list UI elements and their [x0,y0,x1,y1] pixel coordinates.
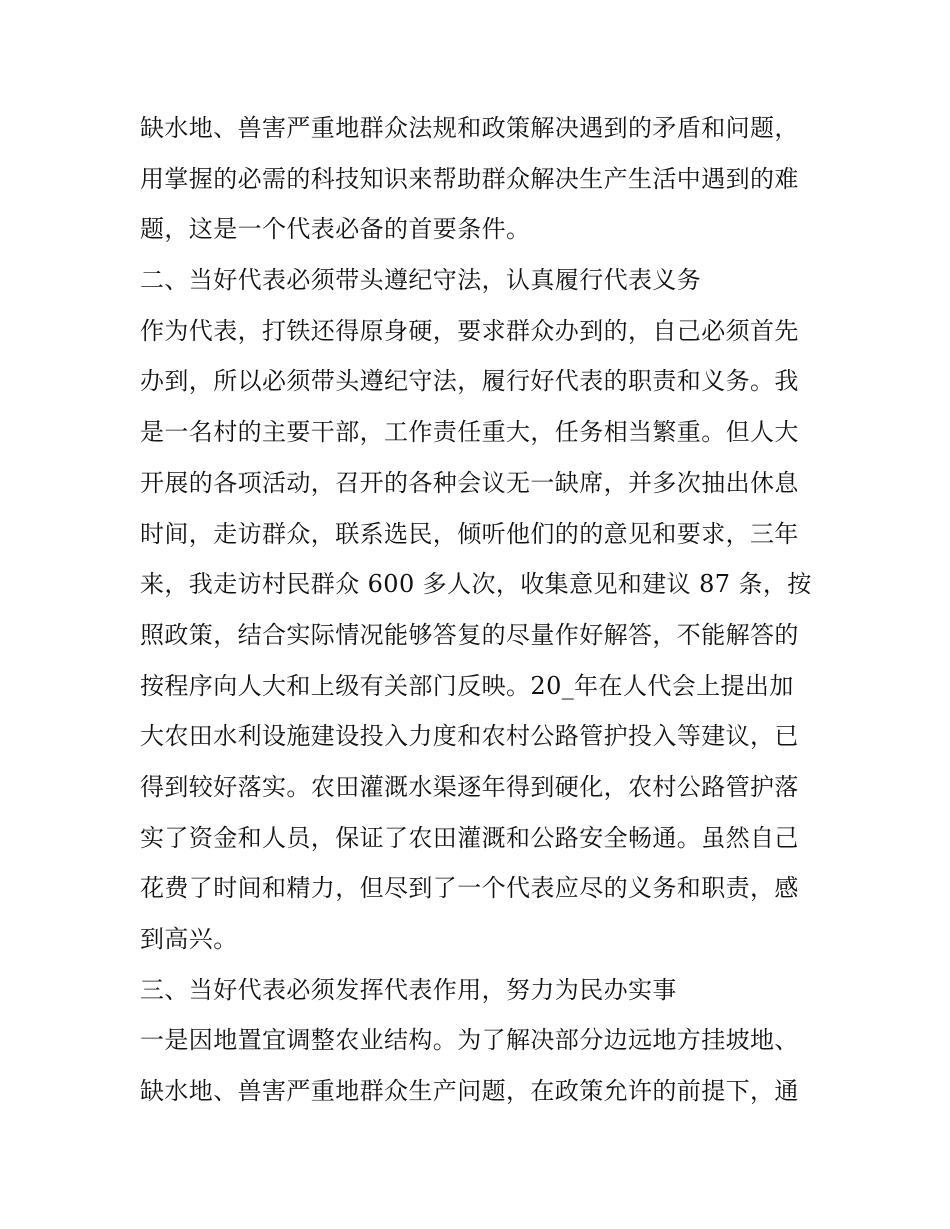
text-line: 花费了时间和精力，但尽到了一个代表应尽的义务和职责，感 [140,874,799,903]
text-line: 来，我走访村民群众 600 多人次，收集意见和建议 87 条，按 [140,570,812,599]
text-line: 缺水地、兽害严重地群众法规和政策解决遇到的矛盾和问题， [140,114,799,142]
text-line: 时间，走访群众，联系选民，倾听他们的的意见和要求，三年 [140,519,799,548]
text-line: 大农田水利设施建设投入力度和农村公路管护投入等建议，已 [140,722,799,751]
text-line: 得到较好落实。农田灌溉水渠逐年得到硬化，农村公路管护落 [140,772,799,801]
text-line: 题，这是一个代表必备的首要条件。 [140,215,531,244]
text-line: 办到，所以必须带头遵纪守法，履行好代表的职责和义务。我 [140,367,799,396]
text-line: 作为代表，打铁还得原身硬，要求群众办到的，自己必须首先 [140,316,799,345]
text-line: 一是因地置宜调整农业结构。为了解决部分边远地方挂坡地、 [140,1026,799,1055]
section-heading: 二、当好代表必须带头遵纪守法，认真履行代表义务 [140,266,702,295]
text-line: 开展的各项活动，召开的各种会议无一缺席，并多次抽出休息 [140,468,799,497]
text-line: 是一名村的主要干部，工作责任重大，任务相当繁重。但人大 [140,418,799,447]
text-line: 实了资金和人员，保证了农田灌溉和公路安全畅通。虽然自己 [140,823,799,852]
text-line: 照政策，结合实际情况能够答复的尽量作好解答，不能解答的 [140,620,799,649]
section-heading: 三、当好代表必须发挥代表作用，努力为民办实事 [140,975,677,1004]
text-line: 缺水地、兽害严重地群众生产问题，在政策允许的前提下，通 [140,1077,799,1106]
text-line: 按程序向人大和上级有关部门反映。20_年在人代会上提出加 [140,671,794,700]
text-line: 用掌握的必需的科技知识来帮助群众解决生产生活中遇到的难 [140,164,799,193]
body-text [140,103,820,1117]
text-line: 到高兴。 [140,925,238,953]
